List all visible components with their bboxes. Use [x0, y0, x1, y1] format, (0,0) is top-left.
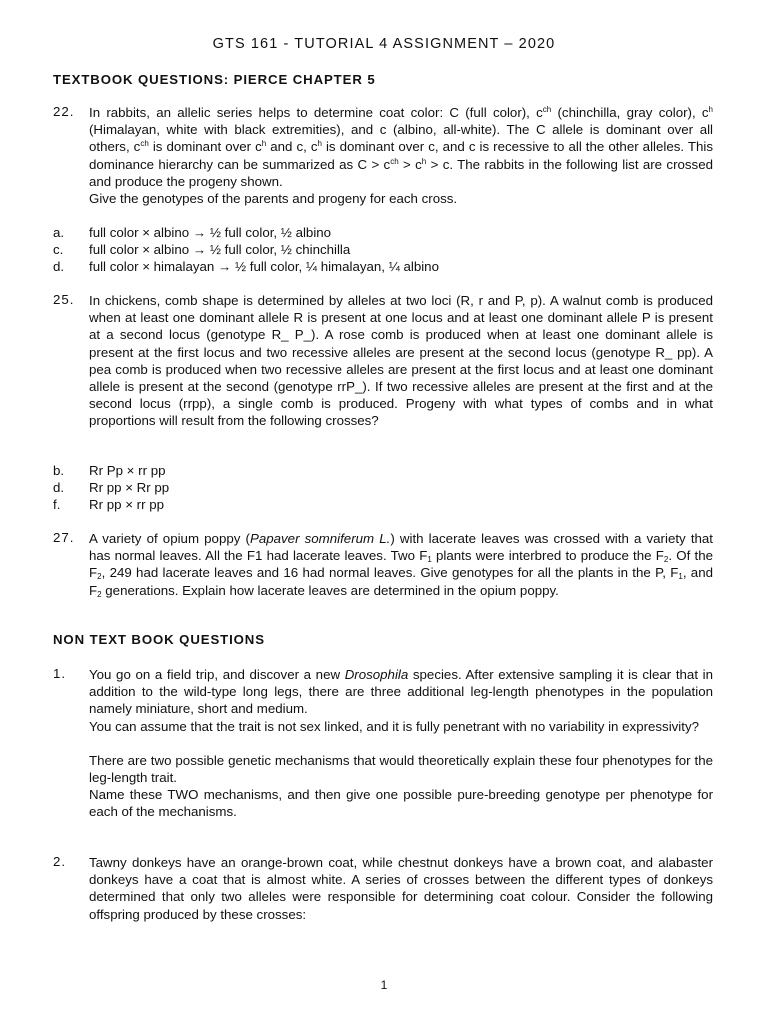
q25-crosses	[53, 462, 713, 514]
question-text: In rabbits, an allelic series helps to determine coat color: C (full color), $c^{ch}$ (chinchilla, gray color), $c^h$ (Himalayan, white with black extremities), and c (albino, all-white). The C allele is dominant over all others, $c^{ch}$ is dominant over $c^h$ and c, $c^h$ is dominant over c, and c is recessive to all the other alleles. This dominance hierarchy can be summarized as $C > c^{ch} > c^h > c$. The rabbits in the following list are crossed and produce the progeny shown.	[89, 105, 713, 189]
question-text: A variety of opium poppy (Papaver somniferum L.) with lacerate leaves was crossed with a variety that has normal leaves. All the F1 had lacerate leaves. Two $F_1$ plants were interbred to produce the $F_2$. Of the $F_2$, 249 had lacerate leaves and 16 had normal leaves. Give genotypes for all the plants in the P, $F_1$, and $F_2$ generations. Explain how lacerate leaves are determined in the opium poppy.	[89, 531, 713, 599]
question-text: In chickens, comb shape is determined by alleles at two loci (R, r and P, p). A walnut comb is produced when at least one dominant allele R is present at one locus and at least one dominant allele P is present at a second locus (genotype R_ P_). A rose comb is produced when at least one dominant allele is present at the first locus and two recessive alleles are present at the second locus (genotype R_ pp). A pea comb is produced when two recessive alleles are present at the first locus and at least one dominant allele is present at the second (genotype rrP_). If two recessive alleles are present at the first and at the second locus (rrpp), a single comb is produced. Progeny with what types of combs and in what proportions will result from the following crosses?	[89, 293, 713, 429]
list-item: a. full color × albino → ½ full color, ½ albino	[53, 225, 332, 240]
non-textbook-question-2	[53, 854, 713, 923]
question-text: You can assume that the trait is not sex linked, and it is fully penetrant with no variability in expressivity?	[89, 718, 700, 734]
list-item: d. full color × himalayan → ½ full color, ¼ himalayan, ¼ albino	[53, 259, 439, 275]
section-heading-textbook: TEXTBOOK QUESTIONS: PIERCE CHAPTER 5	[53, 72, 376, 87]
question-number: 1.	[53, 666, 67, 681]
question-instruction: Give the genotypes of the parents and progeny for each cross.	[89, 191, 458, 207]
question-body	[89, 854, 713, 923]
non-textbook-question-1	[53, 666, 713, 821]
list-item: d. Rr pp × Rr pp	[53, 480, 170, 496]
list-item: b. Rr Pp × rr pp	[53, 463, 166, 478]
question-27	[53, 530, 713, 599]
question-number: 2.	[53, 854, 67, 869]
species-name: Drosophila	[344, 667, 409, 682]
q22-crosses	[53, 224, 713, 276]
page-title: GTS 161 - TUTORIAL 4 ASSIGNMENT – 2020	[212, 36, 556, 52]
question-25	[53, 292, 713, 430]
list-item: f. Rr pp × rr pp	[53, 497, 165, 513]
question-22	[53, 104, 713, 207]
question-body	[89, 530, 713, 599]
question-body	[89, 666, 713, 821]
question-text: There are two possible genetic mechanisms that would theoretically explain these four phenotypes for the leg-length trait.	[89, 752, 713, 786]
list-item: c. full color × albino → ½ full color, ½ chinchilla	[53, 242, 351, 258]
page-number: 1	[380, 978, 388, 992]
section-heading-nontextbook: NON TEXT BOOK QUESTIONS	[53, 632, 265, 647]
question-text: Name these TWO mechanisms, and then give one possible pure-breeding genotype per phenotype for each of the mechanisms.	[89, 787, 713, 820]
question-text: You go on a field trip, and discover a new Drosophila species. After extensive sampling it is clear that in addition to the wild-type long legs, there are three additional leg-length phenotypes in the population namely miniature, short and medium.	[89, 667, 713, 717]
question-number: 27.	[53, 530, 75, 545]
question-body	[89, 292, 713, 430]
species-name: Papaver somniferum L.	[249, 531, 391, 546]
question-body	[89, 104, 713, 207]
question-number: 22.	[53, 104, 75, 119]
question-number: 25.	[53, 292, 75, 307]
question-text: Tawny donkeys have an orange-brown coat, while chestnut donkeys have a brown coat, and alabaster donkeys have a coat that is almost white. A series of crosses between the different types of donkeys determined that only two alleles were responsible for determining coat colour. Consider the following offspring produced by these crosses:	[89, 855, 713, 922]
